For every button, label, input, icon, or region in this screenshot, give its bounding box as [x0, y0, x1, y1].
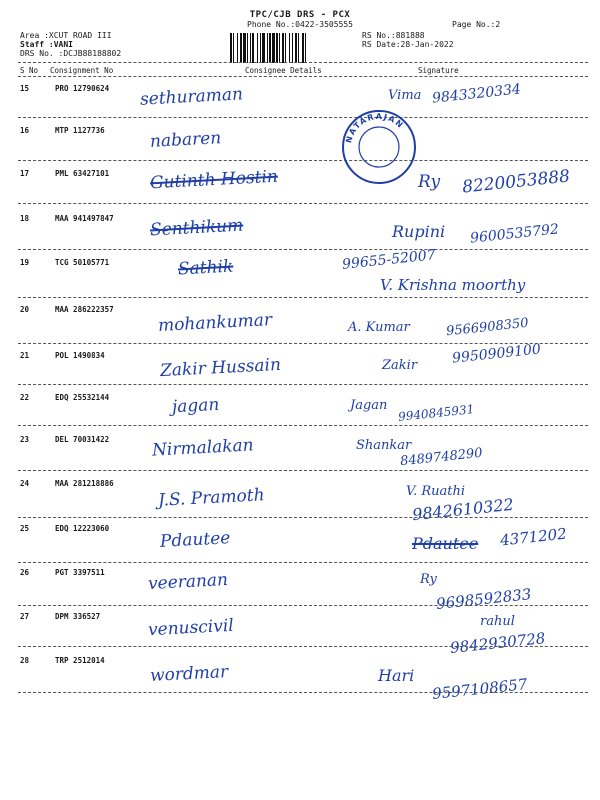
- phone-handwritten: 8489748290: [399, 445, 484, 470]
- signature: Ry: [420, 572, 437, 587]
- signature: Rupini: [392, 222, 446, 241]
- phone-handwritten: 9566908350: [445, 315, 530, 340]
- document-title: TPC/CJB DRS - PCX: [249, 10, 351, 20]
- signature: V. Ruathi: [406, 484, 466, 499]
- row-sno: 16: [20, 126, 30, 135]
- consignment-no: PML 63427101: [55, 169, 110, 178]
- consignment-no: PRO 12790624: [55, 84, 110, 93]
- consignment-no: MAA 941497847: [55, 214, 114, 223]
- phone-handwritten: 9842930728: [449, 629, 547, 657]
- row-sno: 25: [20, 524, 30, 533]
- row-sno: 24: [20, 479, 30, 488]
- consignee-name: jagan: [171, 394, 220, 418]
- consignment-no: TCG 50105771: [55, 258, 110, 267]
- consignee-name: Gutinth Hostin: [149, 166, 279, 194]
- area-label: Area :XCUT ROAD III: [20, 31, 112, 40]
- signature: A. Kumar: [348, 320, 410, 335]
- consignee-name: sethuraman: [139, 84, 244, 110]
- consignee-name: Sathik: [177, 256, 234, 280]
- consignee-name: Senthikum: [149, 215, 244, 241]
- consignee-name: J.S. Pramoth: [157, 485, 266, 511]
- row-sno: 15: [20, 84, 30, 93]
- consignee-name: veeranan: [147, 569, 229, 595]
- col-signature: Signature: [418, 66, 459, 75]
- phone-number: Phone No.:0422-3505555: [247, 20, 353, 29]
- consignment-no: DEL 70031422: [55, 435, 110, 444]
- signature: Ry: [418, 172, 441, 192]
- row-sno: 18: [20, 214, 30, 223]
- row-sno: 22: [20, 393, 30, 402]
- row-sno: 20: [20, 305, 30, 314]
- consignee-name: Zakir Hussain: [159, 354, 282, 382]
- signature: Hari: [378, 666, 415, 685]
- barcode: [230, 33, 352, 63]
- consignee-name: venuscivil: [147, 615, 235, 641]
- rs-date: RS Date:28-Jan-2022: [362, 40, 454, 49]
- phone-handwritten: 4371202: [499, 524, 568, 550]
- phone-handwritten: 8220053888: [461, 166, 571, 198]
- phone-handwritten: 9600535792: [469, 221, 560, 247]
- consignee-name: wordmar: [149, 661, 229, 687]
- col-consignment: Consignment No: [50, 66, 114, 75]
- staff-label: Staff :VANI: [20, 40, 73, 49]
- signature: Vima: [388, 88, 422, 103]
- row-sno: 26: [20, 568, 30, 577]
- stamp-text: NATARAJAN: [344, 111, 406, 144]
- consignment-no: POL 1490834: [55, 351, 105, 360]
- phone-handwritten: 99655-52007: [341, 247, 437, 273]
- company-stamp-icon: [340, 108, 418, 186]
- consignment-no: MTP 1127736: [55, 126, 105, 135]
- signature: V. Krishna moorthy: [380, 276, 526, 294]
- consignee-name: Nirmalakan: [151, 435, 255, 461]
- col-sno: S No: [20, 66, 39, 75]
- consignee-name: Pdautee: [159, 528, 231, 552]
- drs-number: DRS No. :DCJB88188802: [20, 49, 122, 58]
- signature: Pdautee: [412, 534, 479, 553]
- consignment-no: MAA 286222357: [55, 305, 114, 314]
- consignment-no: EDQ 12223060: [55, 524, 110, 533]
- row-sno: 23: [20, 435, 30, 444]
- consignment-no: EDQ 25532144: [55, 393, 110, 402]
- row-sno: 27: [20, 612, 30, 621]
- row-sno: 17: [20, 169, 30, 178]
- col-consignee: Consignee Details: [245, 66, 322, 75]
- consignment-no: DPM 336527: [55, 612, 101, 621]
- signature: Zakir: [382, 358, 418, 373]
- row-sno: 28: [20, 656, 30, 665]
- page-number: Page No.:2: [452, 20, 501, 29]
- consignee-name: mohankumar: [157, 310, 273, 336]
- phone-handwritten: 9950909100: [451, 341, 542, 367]
- phone-handwritten: 9597108657: [431, 675, 529, 703]
- phone-handwritten: 9940845931: [397, 402, 475, 424]
- signature: Shankar: [356, 438, 412, 453]
- consignment-no: TRP 2512014: [55, 656, 105, 665]
- row-sno: 21: [20, 351, 30, 360]
- consignment-no: MAA 281218886: [55, 479, 114, 488]
- phone-handwritten: 9698592833: [435, 585, 533, 613]
- signature: rahul: [480, 614, 515, 629]
- consignee-name: nabaren: [149, 128, 222, 152]
- signature: Jagan: [350, 398, 388, 413]
- phone-handwritten: 9843320334: [431, 81, 522, 107]
- rs-number: RS No.:881888: [362, 31, 425, 40]
- row-sno: 19: [20, 258, 30, 267]
- phone-handwritten: 9842610322: [411, 494, 515, 525]
- consignment-no: PGT 3397511: [55, 568, 105, 577]
